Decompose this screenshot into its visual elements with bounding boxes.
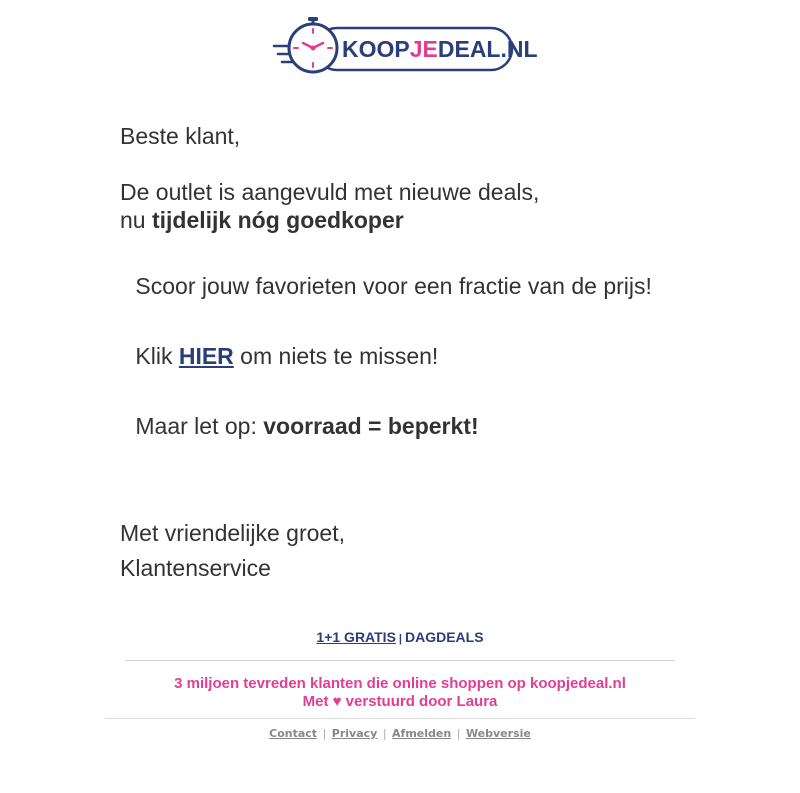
privacy-link[interactable]: Privacy [331,727,378,740]
spacer [120,370,720,412]
brand-logo[interactable] [272,16,538,76]
nav-link-dagdeals[interactable]: DAGDEALS [405,629,484,645]
legal-separator: | [322,727,327,740]
point-stock-highlight: voorraad = beperkt! [263,413,479,439]
tagline-customers: 3 miljoen tevreden klanten die online shoppen op koopjedeal.nl [174,675,626,692]
web-version-link[interactable]: Webversie [465,727,531,740]
footer-nav [0,628,800,648]
logo-wordmark [342,36,538,62]
logo-graphic [272,16,538,76]
logo-wordmark-koop: KOOP [342,36,410,62]
spacer [120,234,720,272]
divider [125,660,675,661]
point-favorites-text: Scoor jouw favorieten voor een fractie van de prijs! [135,273,652,299]
point-favorites [120,272,720,300]
emoji-icon [410,206,419,234]
point-click-here [120,342,720,370]
intro-line-1: De outlet is aangevuld met nieuwe deals, [120,179,540,205]
point-click-prefix: Klik [135,343,179,369]
unsubscribe-link[interactable]: Afmelden [392,727,452,740]
legal-links [0,727,800,741]
divider [105,718,695,719]
point-stock-warning [120,412,720,440]
legal-separator: | [456,727,461,740]
point-click-suffix: om niets te missen! [233,343,445,369]
emoji-icon [120,342,129,370]
logo-wordmark-je: JE [409,36,438,62]
intro-highlight: tijdelijk nóg goedkoper [151,207,404,233]
legal-separator: | [382,727,387,740]
spacer [120,150,720,178]
spacer [120,300,720,342]
stopwatch-icon [289,17,337,72]
intro-prefix: nu [120,207,152,233]
greeting: Beste klant, [120,123,241,149]
closing-signature: Klantenservice [120,555,271,581]
intro-line-2 [120,206,720,234]
hier-link[interactable]: HIER [178,343,234,369]
tagline-sent-by: Met ♥ verstuurd door Laura [302,693,498,710]
tagline [0,675,800,711]
contact-link[interactable]: Contact [269,727,318,740]
message-body [120,122,720,440]
emoji-icon [445,342,454,370]
point-stock-prefix: Maar let op: [135,413,264,439]
emoji-icon [120,412,129,440]
nav-link-1plus1-gratis[interactable]: 1+1 GRATIS [316,629,396,645]
emoji-icon [120,272,129,300]
closing-regards: Met vriendelijke groet, [120,520,345,546]
nav-separator: | [398,633,402,645]
logo-wordmark-deal: DEAL.NL [437,36,538,62]
closing [120,516,345,586]
